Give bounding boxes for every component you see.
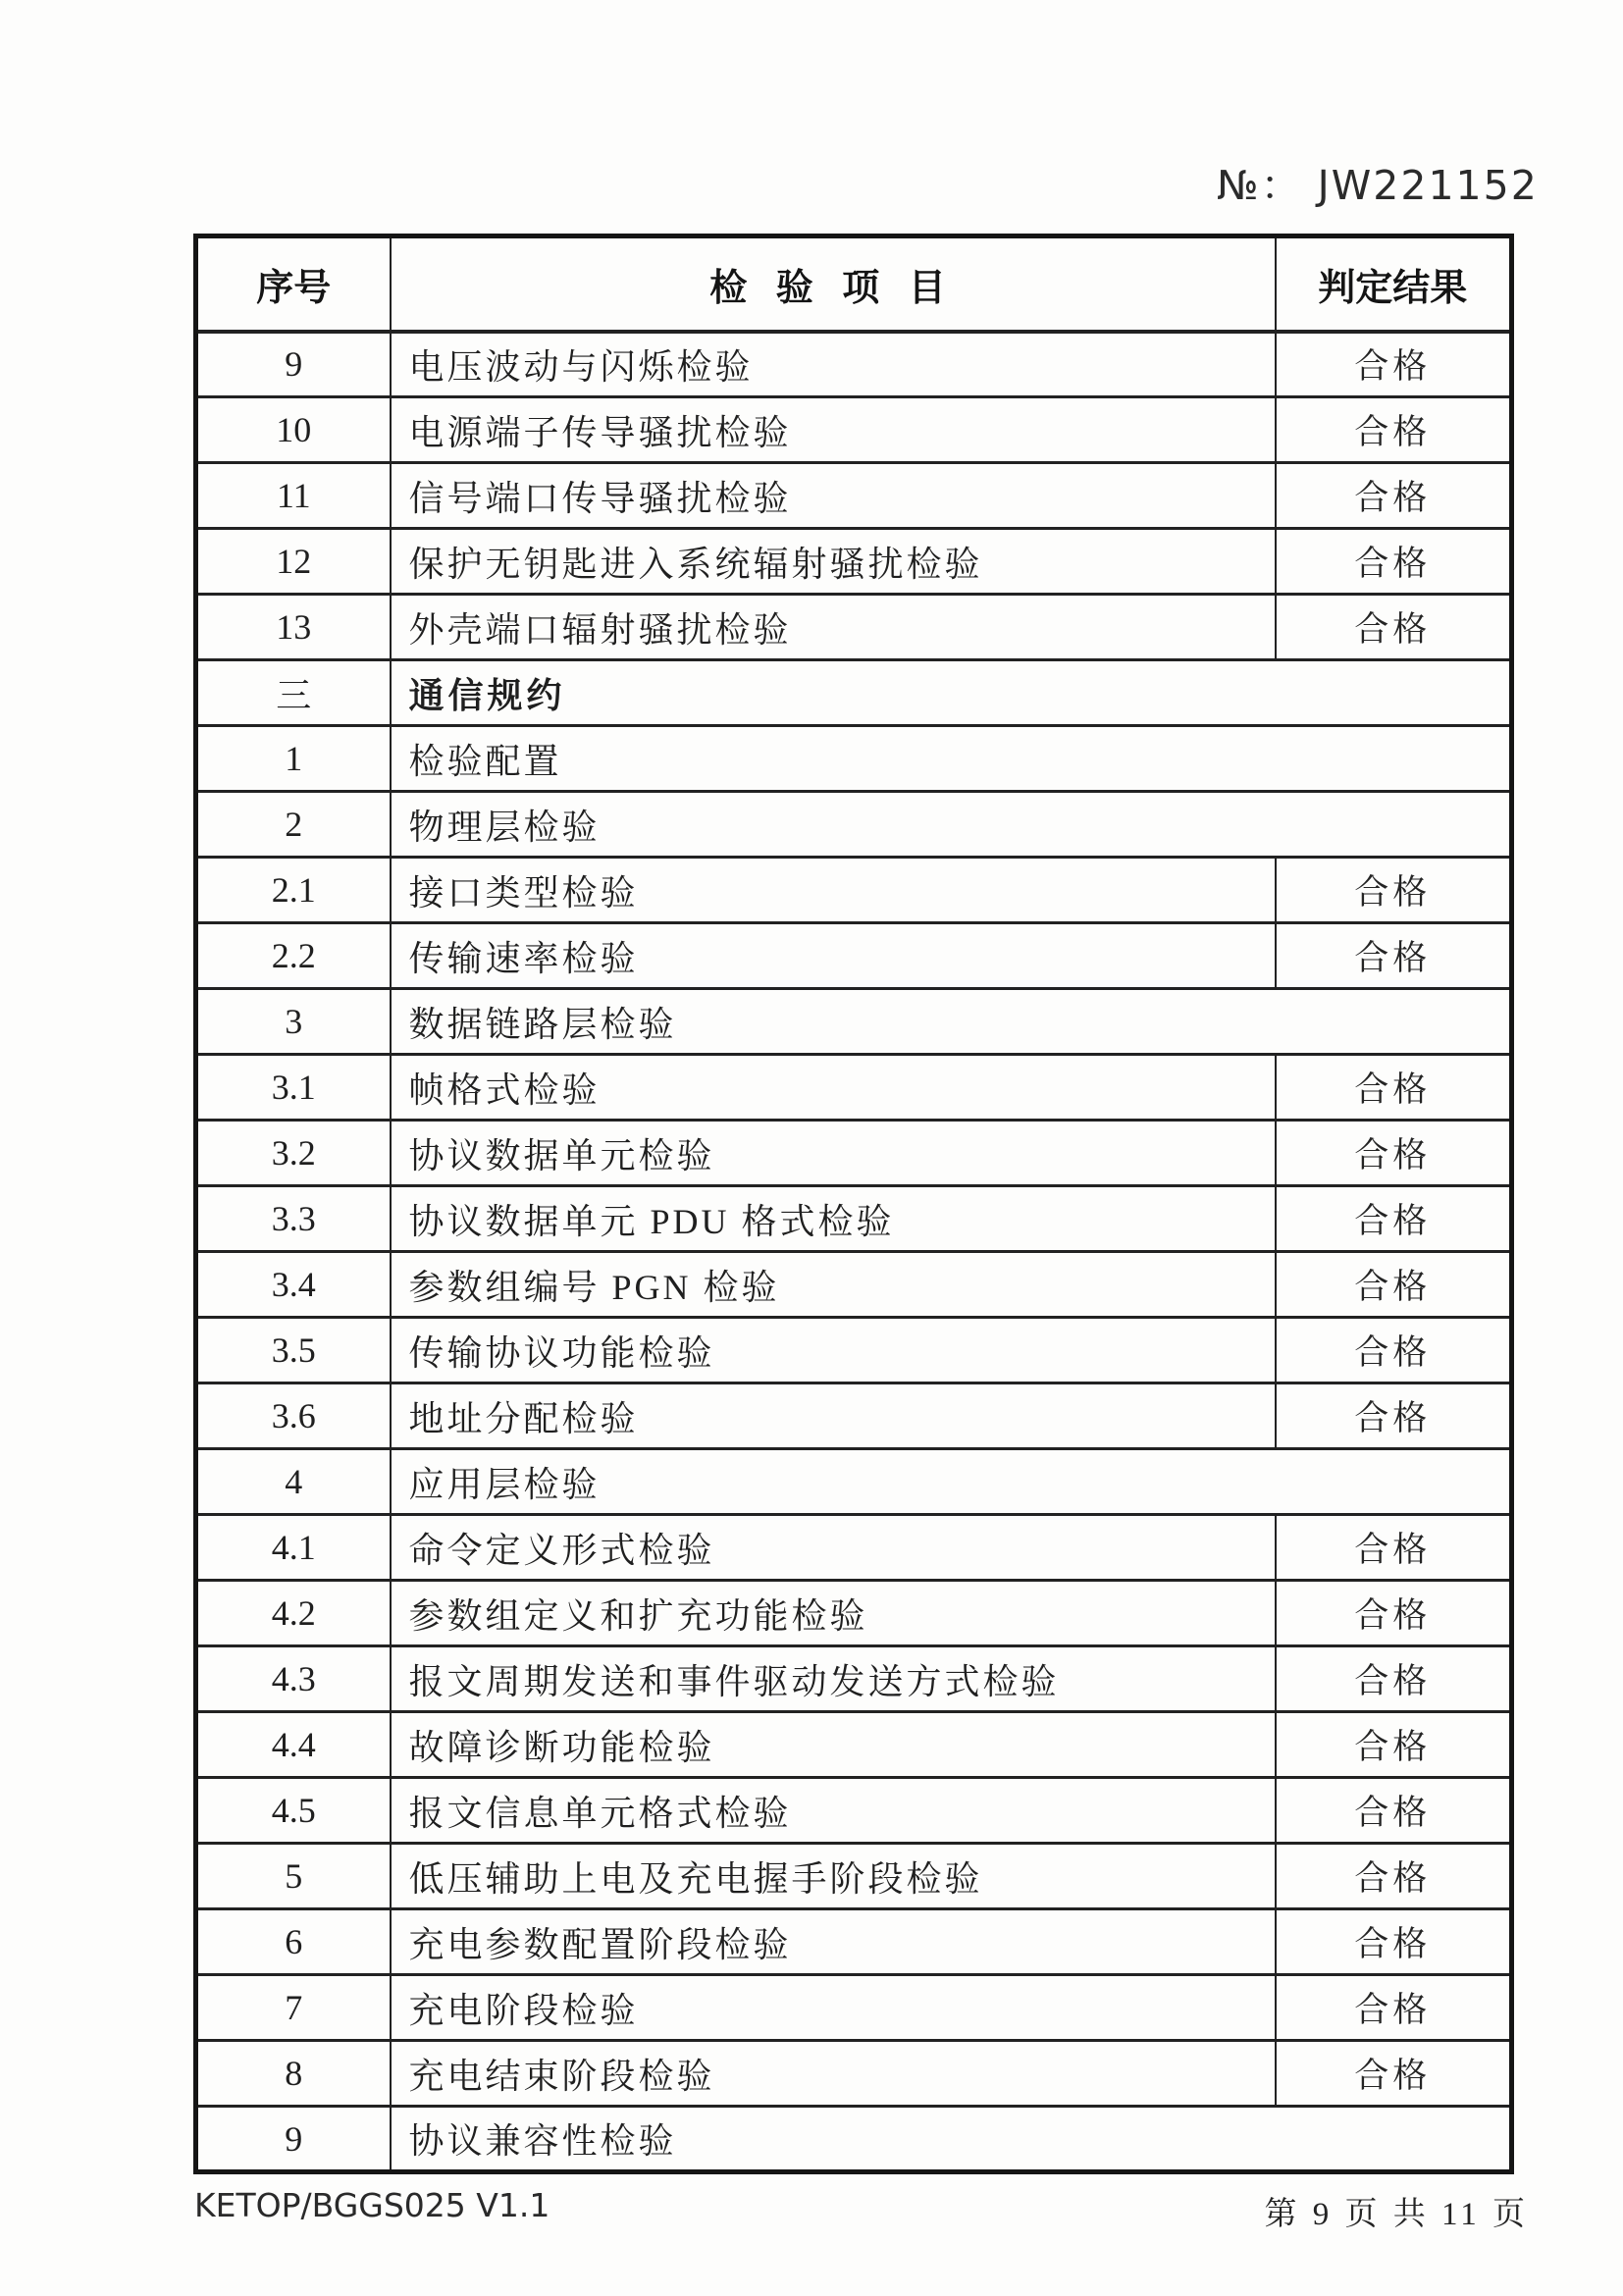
cell-inspection-item: 报文周期发送和事件驱动发送方式检验 <box>391 1646 1276 1712</box>
cell-serial-number: 3.1 <box>196 1055 391 1121</box>
footer-page-indicator: 第 9 页 共 11 页 <box>1264 2197 1529 2232</box>
table-row <box>196 1252 1512 1318</box>
cell-serial-number: 3.2 <box>196 1121 391 1186</box>
table-row <box>196 1909 1512 1975</box>
cell-inspection-item: 传输协议功能检验 <box>391 1318 1276 1383</box>
cell-inspection-item: 应用层检验 <box>391 1449 1512 1515</box>
cell-inspection-item: 参数组定义和扩充功能检验 <box>391 1581 1276 1646</box>
cell-serial-number: 7 <box>196 1975 391 2041</box>
cell-serial-number: 4.3 <box>196 1646 391 1712</box>
cell-serial-number: 三 <box>196 660 391 726</box>
table-row <box>196 2041 1512 2107</box>
cell-serial-number: 4 <box>196 1449 391 1515</box>
cell-judgment-result: 合格 <box>1276 1581 1512 1646</box>
cell-serial-number: 9 <box>196 332 391 397</box>
cell-inspection-item: 充电结束阶段检验 <box>391 2041 1276 2107</box>
cell-inspection-item: 参数组编号 PGN 检验 <box>391 1252 1276 1318</box>
table-body <box>196 332 1512 2172</box>
cell-judgment-result: 合格 <box>1276 595 1512 660</box>
table-row <box>196 397 1512 463</box>
cell-judgment-result: 合格 <box>1276 463 1512 529</box>
cell-judgment-result: 合格 <box>1276 2041 1512 2107</box>
cell-serial-number: 2.2 <box>196 923 391 989</box>
table-header <box>196 236 1512 332</box>
cell-serial-number: 6 <box>196 1909 391 1975</box>
inspection-table <box>193 234 1514 2174</box>
cell-inspection-item: 低压辅助上电及充电握手阶段检验 <box>391 1844 1276 1909</box>
cell-serial-number: 9 <box>196 2107 391 2172</box>
cell-serial-number: 4.5 <box>196 1778 391 1844</box>
table-row <box>196 529 1512 595</box>
cell-serial-number: 5 <box>196 1844 391 1909</box>
cell-inspection-item: 故障诊断功能检验 <box>391 1712 1276 1778</box>
cell-judgment-result: 合格 <box>1276 1646 1512 1712</box>
cell-inspection-item: 帧格式检验 <box>391 1055 1276 1121</box>
cell-inspection-item: 电源端子传导骚扰检验 <box>391 397 1276 463</box>
cell-inspection-item: 地址分配检验 <box>391 1383 1276 1449</box>
table-row <box>196 1778 1512 1844</box>
table-row <box>196 1712 1512 1778</box>
table-row <box>196 463 1512 529</box>
table-row <box>196 858 1512 923</box>
table-row <box>196 1186 1512 1252</box>
cell-serial-number: 12 <box>196 529 391 595</box>
table-row <box>196 726 1512 792</box>
cell-judgment-result: 合格 <box>1276 332 1512 397</box>
table-row <box>196 989 1512 1055</box>
cell-inspection-item: 报文信息单元格式检验 <box>391 1778 1276 1844</box>
column-header-inspection-item: 检 验 项 目 <box>391 236 1276 332</box>
cell-inspection-item: 通信规约 <box>391 660 1512 726</box>
table-row <box>196 1844 1512 1909</box>
cell-serial-number: 3.4 <box>196 1252 391 1318</box>
cell-serial-number: 3 <box>196 989 391 1055</box>
table-row <box>196 1975 1512 2041</box>
cell-serial-number: 2 <box>196 792 391 858</box>
table-row <box>196 1055 1512 1121</box>
cell-judgment-result: 合格 <box>1276 923 1512 989</box>
cell-inspection-item: 检验配置 <box>391 726 1512 792</box>
table-header-row <box>196 236 1512 332</box>
cell-inspection-item: 命令定义形式检验 <box>391 1515 1276 1581</box>
table-row <box>196 1121 1512 1186</box>
cell-inspection-item: 保护无钥匙进入系统辐射骚扰检验 <box>391 529 1276 595</box>
cell-serial-number: 11 <box>196 463 391 529</box>
table-row <box>196 1515 1512 1581</box>
cell-serial-number: 4.2 <box>196 1581 391 1646</box>
cell-serial-number: 2.1 <box>196 858 391 923</box>
cell-judgment-result: 合格 <box>1276 1909 1512 1975</box>
cell-judgment-result: 合格 <box>1276 1975 1512 2041</box>
cell-judgment-result: 合格 <box>1276 397 1512 463</box>
cell-serial-number: 8 <box>196 2041 391 2107</box>
cell-serial-number: 4.4 <box>196 1712 391 1778</box>
cell-serial-number: 10 <box>196 397 391 463</box>
cell-inspection-item: 协议兼容性检验 <box>391 2107 1512 2172</box>
column-header-serial-number: 序号 <box>196 236 391 332</box>
cell-inspection-item: 传输速率检验 <box>391 923 1276 989</box>
cell-serial-number: 3.5 <box>196 1318 391 1383</box>
cell-judgment-result: 合格 <box>1276 1318 1512 1383</box>
cell-inspection-item: 数据链路层检验 <box>391 989 1512 1055</box>
cell-judgment-result: 合格 <box>1276 1383 1512 1449</box>
table-row <box>196 792 1512 858</box>
cell-judgment-result: 合格 <box>1276 858 1512 923</box>
cell-judgment-result: 合格 <box>1276 1778 1512 1844</box>
report-number: №： JW221152 <box>1217 162 1539 209</box>
table-row <box>196 923 1512 989</box>
cell-inspection-item: 接口类型检验 <box>391 858 1276 923</box>
cell-inspection-item: 信号端口传导骚扰检验 <box>391 463 1276 529</box>
cell-serial-number: 13 <box>196 595 391 660</box>
cell-judgment-result: 合格 <box>1276 1712 1512 1778</box>
cell-serial-number: 1 <box>196 726 391 792</box>
cell-judgment-result: 合格 <box>1276 1186 1512 1252</box>
cell-inspection-item: 外壳端口辐射骚扰检验 <box>391 595 1276 660</box>
cell-judgment-result: 合格 <box>1276 529 1512 595</box>
column-header-judgment-result: 判定结果 <box>1276 236 1512 332</box>
table-row <box>196 660 1512 726</box>
cell-judgment-result: 合格 <box>1276 1252 1512 1318</box>
cell-inspection-item: 充电阶段检验 <box>391 1975 1276 2041</box>
cell-serial-number: 4.1 <box>196 1515 391 1581</box>
table-row <box>196 1646 1512 1712</box>
cell-inspection-item: 充电参数配置阶段检验 <box>391 1909 1276 1975</box>
table-row <box>196 1318 1512 1383</box>
cell-judgment-result: 合格 <box>1276 1121 1512 1186</box>
footer-form-code: KETOP/BGGS025 V1.1 <box>194 2186 550 2224</box>
table-row <box>196 332 1512 397</box>
cell-judgment-result: 合格 <box>1276 1515 1512 1581</box>
table-row <box>196 1383 1512 1449</box>
cell-inspection-item: 电压波动与闪烁检验 <box>391 332 1276 397</box>
cell-judgment-result: 合格 <box>1276 1844 1512 1909</box>
table-row <box>196 595 1512 660</box>
cell-inspection-item: 物理层检验 <box>391 792 1512 858</box>
table-row <box>196 2107 1512 2172</box>
cell-inspection-item: 协议数据单元检验 <box>391 1121 1276 1186</box>
table-row <box>196 1449 1512 1515</box>
table-row <box>196 1581 1512 1646</box>
cell-serial-number: 3.3 <box>196 1186 391 1252</box>
cell-serial-number: 3.6 <box>196 1383 391 1449</box>
cell-inspection-item: 协议数据单元 PDU 格式检验 <box>391 1186 1276 1252</box>
cell-judgment-result: 合格 <box>1276 1055 1512 1121</box>
